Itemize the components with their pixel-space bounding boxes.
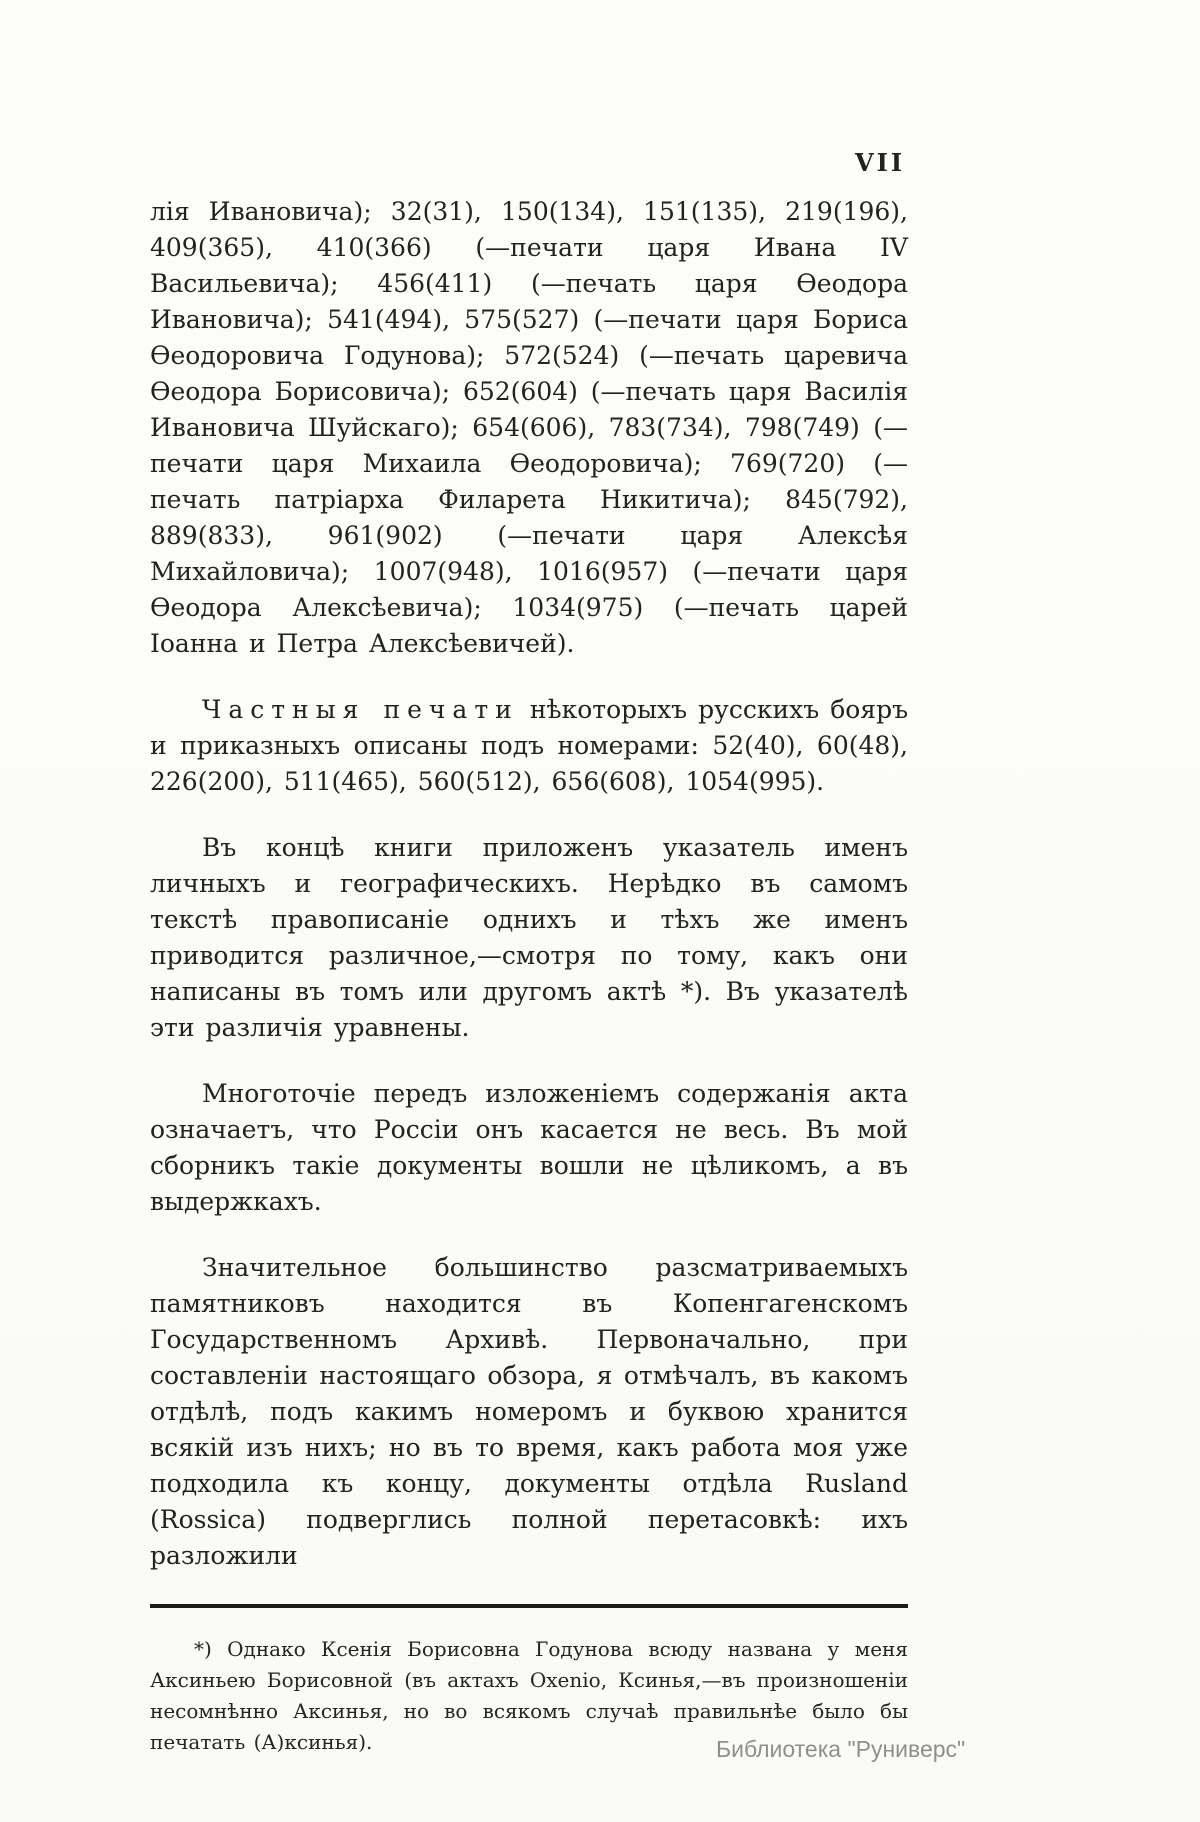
library-watermark: Библиотека "Руниверс" — [716, 1736, 966, 1762]
footnote-text: *) Однако Ксенія Борисовна Годунова всюду названа у меня Аксиньею Борисовной (въ актахъ Oxenio, Ксинья,—въ произношеніи несомнѣнно Аксинья, но во всякомъ случаѣ правильнѣе было бы печатать (А)ксинья). — [150, 1637, 908, 1754]
footnote — [150, 1604, 908, 1758]
paragraph-index: Въ концѣ книги приложенъ указатель именъ личныхъ и географическихъ. Нерѣдко въ самомъ текстѣ правописаніе однихъ и тѣхъ же именъ приводится различное,—смотря по тому, какъ они написаны въ томъ или другомъ актѣ *). Въ указателѣ эти различія уравнены. — [150, 833, 908, 1042]
paragraph-private-seals — [150, 692, 908, 800]
footnote-rule — [150, 1604, 908, 1608]
paragraph-archive: Значительное большинство разсматриваемыхъ памятниковъ находится въ Копенгагенскомъ Государственномъ Архивѣ. Первоначально, при составленіи настоящаго обзора, я отмѣчалъ, въ какомъ отдѣлѣ, подъ какимъ номеромъ и буквою хранится всякій изъ нихъ; но въ то время, какъ работа моя уже подходила къ концу, документы отдѣла Rusland (Rossica) подверглись полной перетасовкѣ: ихъ разложили — [150, 1253, 908, 1570]
page-number: VII — [855, 148, 906, 177]
text-block — [150, 194, 908, 1758]
paragraph-seals-list: лія Ивановича); 32(31), 150(134), 151(135), 219(196), 409(365), 410(366) (—печати царя Ивана IV Васильевича); 456(411) (—печать царя Ѳеодора Ивановича); 541(494), 575(527) (—печати царя Бориса Ѳеодоровича Годунова); 572(524) (—печать царевича Ѳеодора Борисовича); 652(604) (—печать царя Василія Ивановича Шуйскаго); 654(606), 783(734), 798(749) (—печати царя Михаила Ѳеодоровича); 769(720) (—печать патріарха Филарета Никитича); 845(792), 889(833), 961(902) (—печати царя Алексѣя Михайловича); 1007(948), 1016(957) (—печати царя Ѳеодора Алексѣевича); 1034(975) (—печать царей Іоанна и Петра Алексѣевичей). — [150, 197, 908, 658]
paragraph-lead-spaced: Частныя печати — [202, 695, 519, 724]
paragraph-private-seals-text: нѣкоторыхъ русскихъ бояръ и приказныхъ описаны подъ номерами: 52(40), 60(48), 226(200), 511(465), 560(512), 656(608), 1054(995). — [150, 695, 908, 796]
paragraph-ellipsis-note: Многоточіе передъ изложеніемъ содержанія акта означаетъ, что Россіи онъ касается не весь. Въ мой сборникъ такіе документы вошли не цѣликомъ, а въ выдержкахъ. — [150, 1079, 908, 1216]
